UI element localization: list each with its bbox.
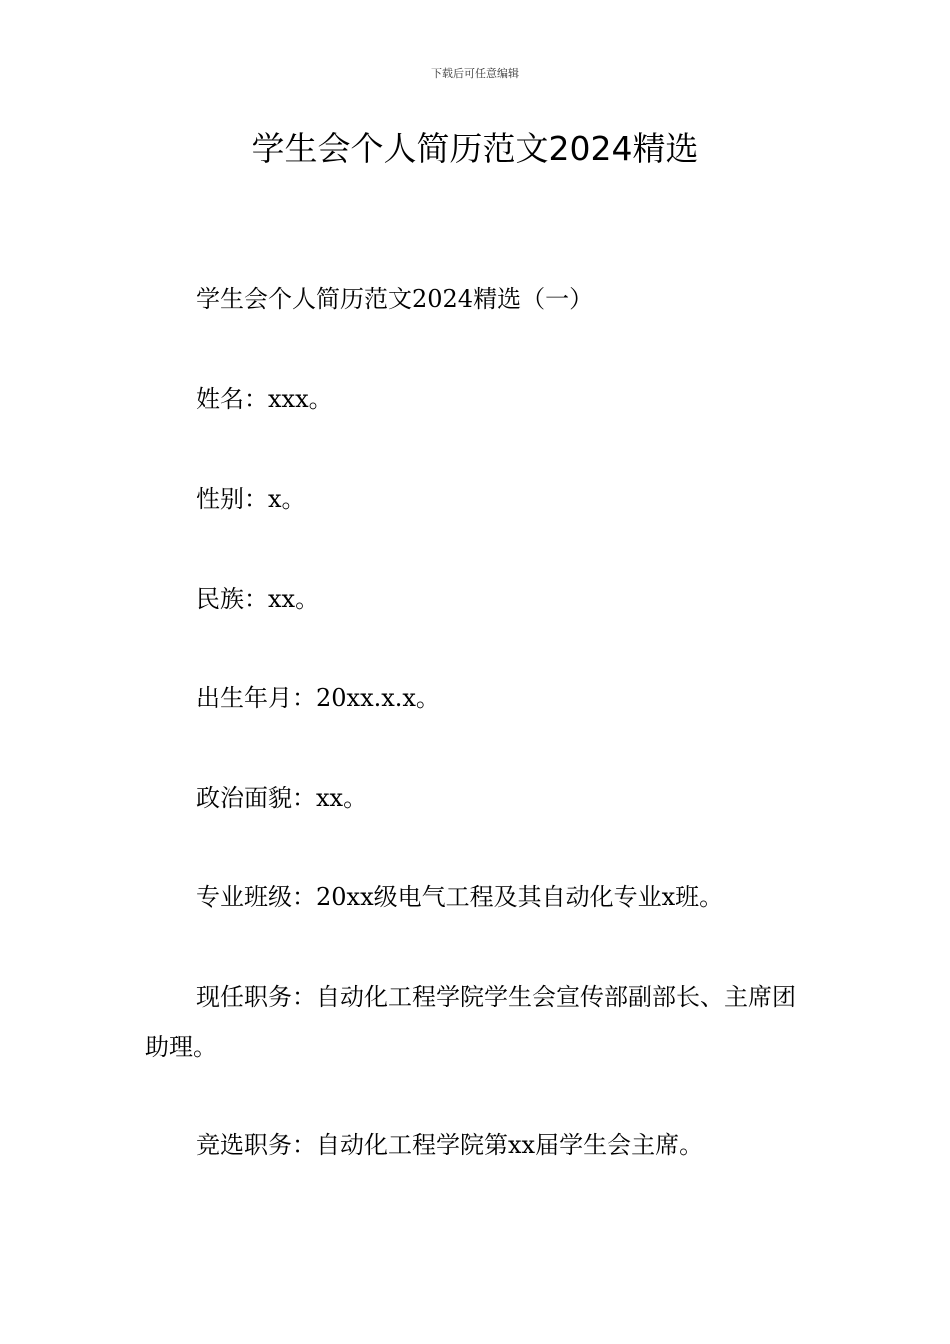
section-heading: 学生会个人简历范文2024精选（一） [196, 285, 594, 313]
field-political-status: 政治面貌：xx。 [196, 784, 368, 812]
field-gender: 性别：x。 [196, 485, 306, 513]
field-current-position: 现任职务：自动化工程学院学生会宣传部副部长、主席团助理。 [145, 983, 796, 1061]
field-major-class: 专业班级：20xx级电气工程及其自动化专业x班。 [196, 883, 724, 911]
field-name: 姓名：xxx。 [196, 385, 333, 413]
field-ethnicity: 民族：xx。 [196, 585, 320, 613]
header-note: 下载后可任意编辑 [431, 67, 519, 80]
field-birth-date: 出生年月：20xx.x.x。 [196, 684, 440, 712]
field-campaign-position: 竞选职务：自动化工程学院第xx届学生会主席。 [196, 1131, 704, 1159]
document-title: 学生会个人简历范文2024精选 [251, 129, 699, 168]
